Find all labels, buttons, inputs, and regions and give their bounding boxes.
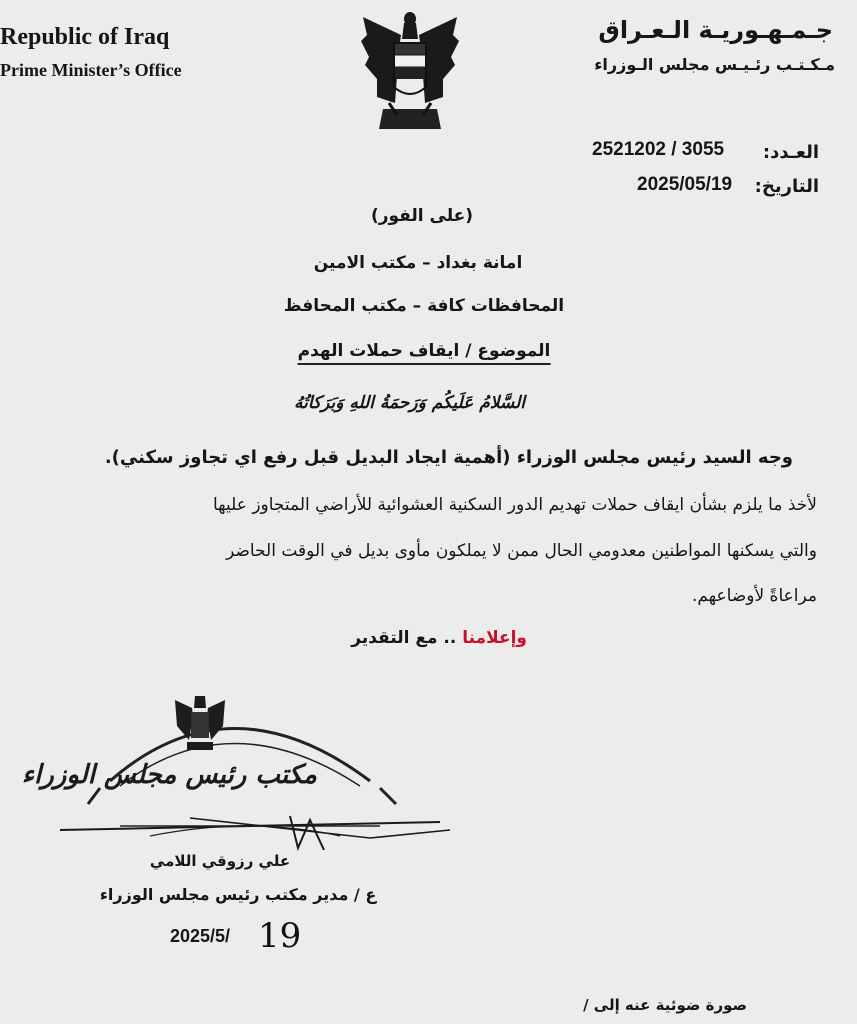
closing-red-text: وإعلامنا <box>462 628 527 648</box>
body-line-4: مراعاةً لأوضاعهم. <box>691 586 817 606</box>
closing-text: .. مع التقدير <box>351 628 463 648</box>
header-country-ar: جـمـهـوريـة الـعـراق <box>598 16 833 44</box>
body-line-2: لأخذ ما يلزم بشأن ايقاف حملات تهديم الدور السكنية العشوائية للأراضي المتجاوز عليها <box>213 495 817 515</box>
letter-subject: الموضوع / ايقاف حملات الهدم <box>298 341 551 365</box>
closing-line <box>351 628 527 648</box>
iraq-eagle-emblem-icon <box>355 5 465 140</box>
letter-date-value: 2025/05/19 <box>637 174 733 195</box>
copy-to: صورة ضوئية عنه إلى / <box>583 996 747 1014</box>
recipient-baghdad: امانة بغداد – مكتب الامين <box>313 253 523 273</box>
urgency-note: (على الفور) <box>370 206 474 226</box>
seal-text: مكتب رئيس مجلس الوزراء <box>21 760 317 790</box>
signatory-name: علي رزوقي اللامي <box>149 852 291 870</box>
signatory-title: ع / مدير مكتب رئيس مجلس الوزراء <box>99 885 377 904</box>
body-line-1: وجه السيد رئيس مجلس الوزراء (أهمية ايجاد البديل قبل رفع اي تجاوز سكني). <box>104 447 793 468</box>
signatory-date-printed: 2025/5/ <box>170 926 231 946</box>
header-country-en: Republic of Iraq <box>0 24 170 50</box>
header-office-en: Prime Minister’s Office <box>0 60 182 80</box>
body-line-3: والتي يسكنها المواطنين معدومي الحال ممن لا يملكون مأوى بديل في الوقت الحاضر <box>226 541 817 561</box>
header-office-ar: مـكـتـب رئـيـس مجلس الـوزراء <box>594 55 835 74</box>
recipient-governorates: المحافظات كافة – مكتب المحافظ <box>283 296 565 316</box>
letter-number-label: العـدد: <box>762 142 819 163</box>
greeting: السَّلامُ عَلَيكُم وَرَحمَةُ اللهِ وَبَرَكاتُهُ <box>294 393 525 413</box>
letter-number-value: 2521202 / 3055 <box>592 139 725 160</box>
signatory-date-handwritten: 19 <box>258 916 302 956</box>
letter-date-label: التاريخ: <box>754 176 819 197</box>
